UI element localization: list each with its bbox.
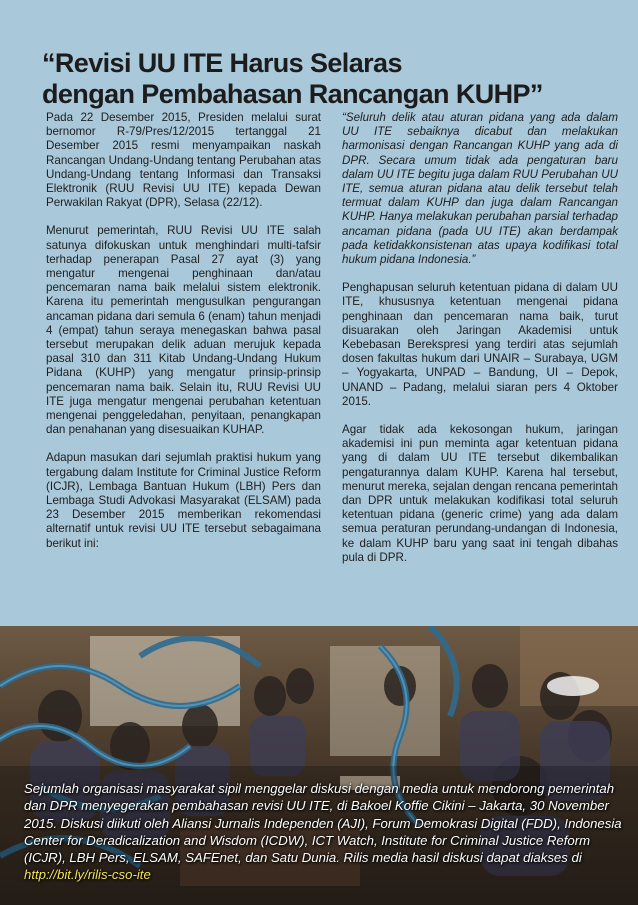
paragraph-government-view: Menurut pemerintah, RUU Revisi UU ITE salah satunya difokuskan untuk menghindari multi-tafsir terhadap penerapan Pasal 27 ayat (3) yang mengatur mengenai penghinaan dan/atau pencemaran nama baik melalui sistem elektronik. Karena itu pemerintah mengusulkan pengurangan ancaman pidana dari semula 6 (enam) tahun menjadi 4 (empat) tahun seraya menegaskan bahwa pasal tersebut merupakan delik aduan merujuk kepada pasal 310 dan 311 Kitab Undang-Undang Hukum Pidana (KUHP) yang mengatur prinsip-prinsip pencemaran nama baik. Selain itu, RUU Revisi UU ITE juga mengatur mengenai perubahan ketentuan mengenai penggeledahan, penyitaan, penangkapan dan penahanan yang disesuaikan KUHAP. bbox=[46, 224, 321, 437]
left-column bbox=[46, 111, 321, 565]
caption-link[interactable]: http://bit.ly/rilis-cso-ite bbox=[24, 867, 151, 883]
title-line-2: dengan Pembahasan Rancangan KUHP” bbox=[42, 79, 543, 110]
right-column bbox=[342, 111, 618, 579]
photo-caption bbox=[24, 780, 624, 884]
caption-text: Sejumlah organisasi masyarakat sipil menggelar diskusi dengan media untuk mendorong pemerintah dan DPR menyegerakan pembahasan revisi UU ITE, di Bakoel Koffie Cikini – Jakarta, 30 November 2015. Diskusi diikuti oleh Aliansi Jurnalis Independen (AJI), Forum Demokrasi Digital (FDD), Indonesia Center for Deradicalization and Wisdom (ICDW), ICT Watch, Institute for Criminal Justice Reform (ICJR), LBH Pers, ELSAM, SAFEnet, dan Satu Dunia. Rilis media hasil diskusi dapat diakses di bbox=[24, 781, 622, 866]
paragraph-recommendation: Adapun masukan dari sejumlah praktisi hukum yang tergabung dalam Institute for Criminal Justice Reform (ICJR), Lembaga Bantuan Hukum (LBH) Pers dan Lembaga Studi Advokasi Masyarakat (ELSAM) pada 23 Desember 2015 memberikan rekomendasi alternatif untuk revisi UU ITE tersebut sebagaimana berikut ini: bbox=[46, 451, 321, 550]
paragraph-legal-vacuum: Agar tidak ada kekosongan hukum, jaringan akademisi ini pun meminta agar ketentuan pidana yang di dalam UU ITE tersebut dikembalikan pengaturannya dalam KUHP. Karena hal tersebut, menurut mereka, sejalan dengan rencana pemerintah dan DPR untuk melakukan kodifikasi total seluruh ketentuan pidana (generic crime) yang ada dalam semua peraturan perundang-undangan di Indonesia, ke dalam KUHP baru yang saat ini tengah dibahas pula di DPR. bbox=[342, 423, 618, 564]
title-line-1: “Revisi UU ITE Harus Selaras bbox=[42, 48, 402, 79]
paragraph-academics: Penghapusan seluruh ketentuan pidana di dalam UU ITE, khususnya ketentuan mengenai pidana penghinaan dan pencemaran nama baik, turut disuarakan oleh Jaringan Akademisi untuk Kebebasan Berekspresi yang terdiri atas sejumlah dosen fakultas hukum dari UNAIR – Surabaya, UGM – Yogyakarta, UNPAD – Bandung, UI – Depok, UNAND – Padang, melalui siaran pers 4 Oktober 2015. bbox=[342, 281, 618, 408]
page-title bbox=[42, 48, 622, 110]
paragraph-intro: Pada 22 Desember 2015, Presiden melalui surat bernomor R-79/Pres/12/2015 tertanggal 21 Desember 2015 resmi menyampaikan naskah Rancangan Undang-Undang tentang Perubahan atas Undang-Undang tentang Informasi dan Transaksi Elektronik (RUU Revisi UU ITE) kepada Dewan Perwakilan Rakyat (DPR), Selasa (22/12). bbox=[46, 111, 321, 210]
recommendation-quote: “Seluruh delik atau aturan pidana yang ada dalam UU ITE sebaiknya dicabut dan melakukan harmonisasi dengan Rancangan KUHP yang ada di DPR. Secara umum tidak ada pengaturan baru dalam UU ITE begitu juga dalam RUU Perubahan UU ITE, semua aturan pidana atau delik tersebut telah termuat dalam KUHP dan juga dalam Rancangan KUHP. Hanya melakukan perubahan parsial terhadap ancaman pidana (pada UU ITE) akan berdampak pada ketidakkonsistenan atas upaya kodifikasi total hukum pidana Indonesia.” bbox=[342, 111, 618, 267]
